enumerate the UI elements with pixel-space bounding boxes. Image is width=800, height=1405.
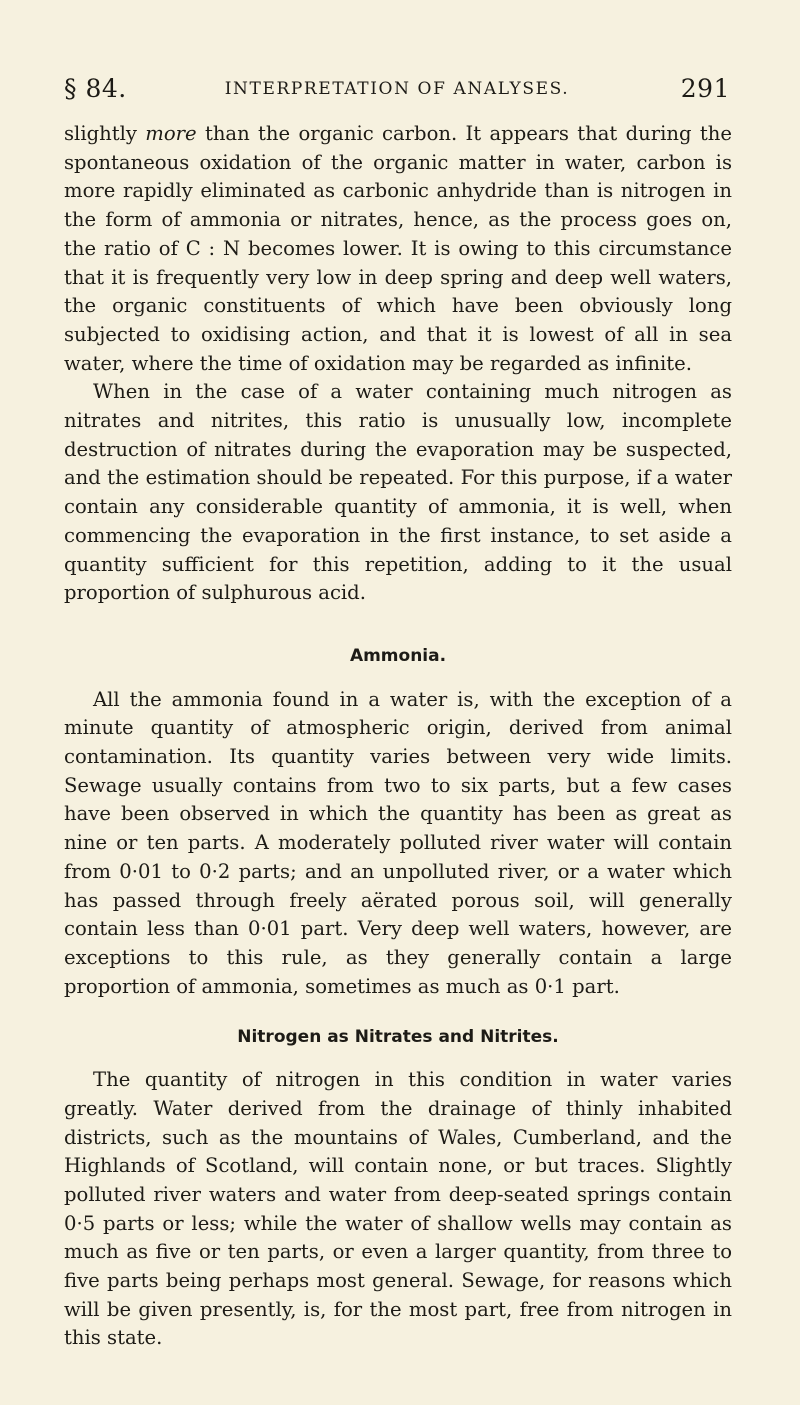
paragraph-1-rest: than the organic carbon. It appears that during the spontaneous oxidation of the organic matter in water, carbon is more rapidly eliminated as carbonic anhydride than is nitrogen in the form of ammonia or nitrates, hence, as the process goes on, the ratio of C : N becomes lower. It is owing to this circumstance that it is frequently very low in deep spring and deep well waters, the organic constituents of which have been obviously long subjected to oxidising action, and that it is lowest of all in sea water, where the time of oxidation may be regarded as infinite. xyxy=(64,122,732,375)
paragraph-continued xyxy=(64,120,732,378)
emphasis-more: more xyxy=(145,122,197,145)
heading-nitrogen: Nitrogen as Nitrates and Nitrites. xyxy=(237,1027,559,1048)
paragraph-2: When in the case of a water containing much nitrogen as nitrates and nitrites, this ratio is unusually low, incomplete destruction of nitrates during the evaporation may be suspected, and the estimation should be repeated. For this purpose, if a water contain any considerable quantity of ammonia, it is well, when commencing the evaporation in the first instance, to set aside a quantity sufficient for this repetition, adding to it the usual proportion of sulphurous acid. xyxy=(64,380,732,605)
page-number: 291 xyxy=(680,74,730,103)
heading-ammonia: Ammonia. xyxy=(349,645,447,666)
running-title: INTERPRETATION OF ANALYSES. xyxy=(224,79,570,99)
running-header xyxy=(64,74,730,114)
paragraph-ammonia: All the ammonia found in a water is, with the exception of a minute quantity of atmospheric origin, derived from animal contamination. Its quantity varies between very wide limits. Sewage usually contains from two to six parts, but a few cases have been observed in which the quantity has been as great as nine or ten parts. A moderately polluted river water will contain from 0·01 to 0·2 parts; and an unpolluted river, or a water which has passed through freely aërated porous soil, will generally contain less than 0·01 part. Very deep well waters, however, are exceptions to this rule, as they generally contain a large proportion of ammonia, sometimes as much as 0·1 part. xyxy=(64,687,732,998)
paragraph-nitrogen: The quantity of nitrogen in this condition in water varies greatly. Water derived from the drainage of thinly inhabited districts, such as the mountains of Wales, Cumberland, and the Highlands of Scotland, will contain none, or but traces. Slightly polluted river waters and water from deep-seated springs contain 0·5 parts or less; while the water of shallow wells may contain as much as five or ten parts, or even a larger quantity, from three to five parts being perhaps most general. Sewage, for reasons which will be given presently, is, for the most part, free from nitrogen in this state. xyxy=(64,1068,732,1350)
section-marker: § 84. xyxy=(64,74,127,103)
body-text xyxy=(64,120,732,1353)
paragraph-1-start: slightly xyxy=(64,122,146,145)
